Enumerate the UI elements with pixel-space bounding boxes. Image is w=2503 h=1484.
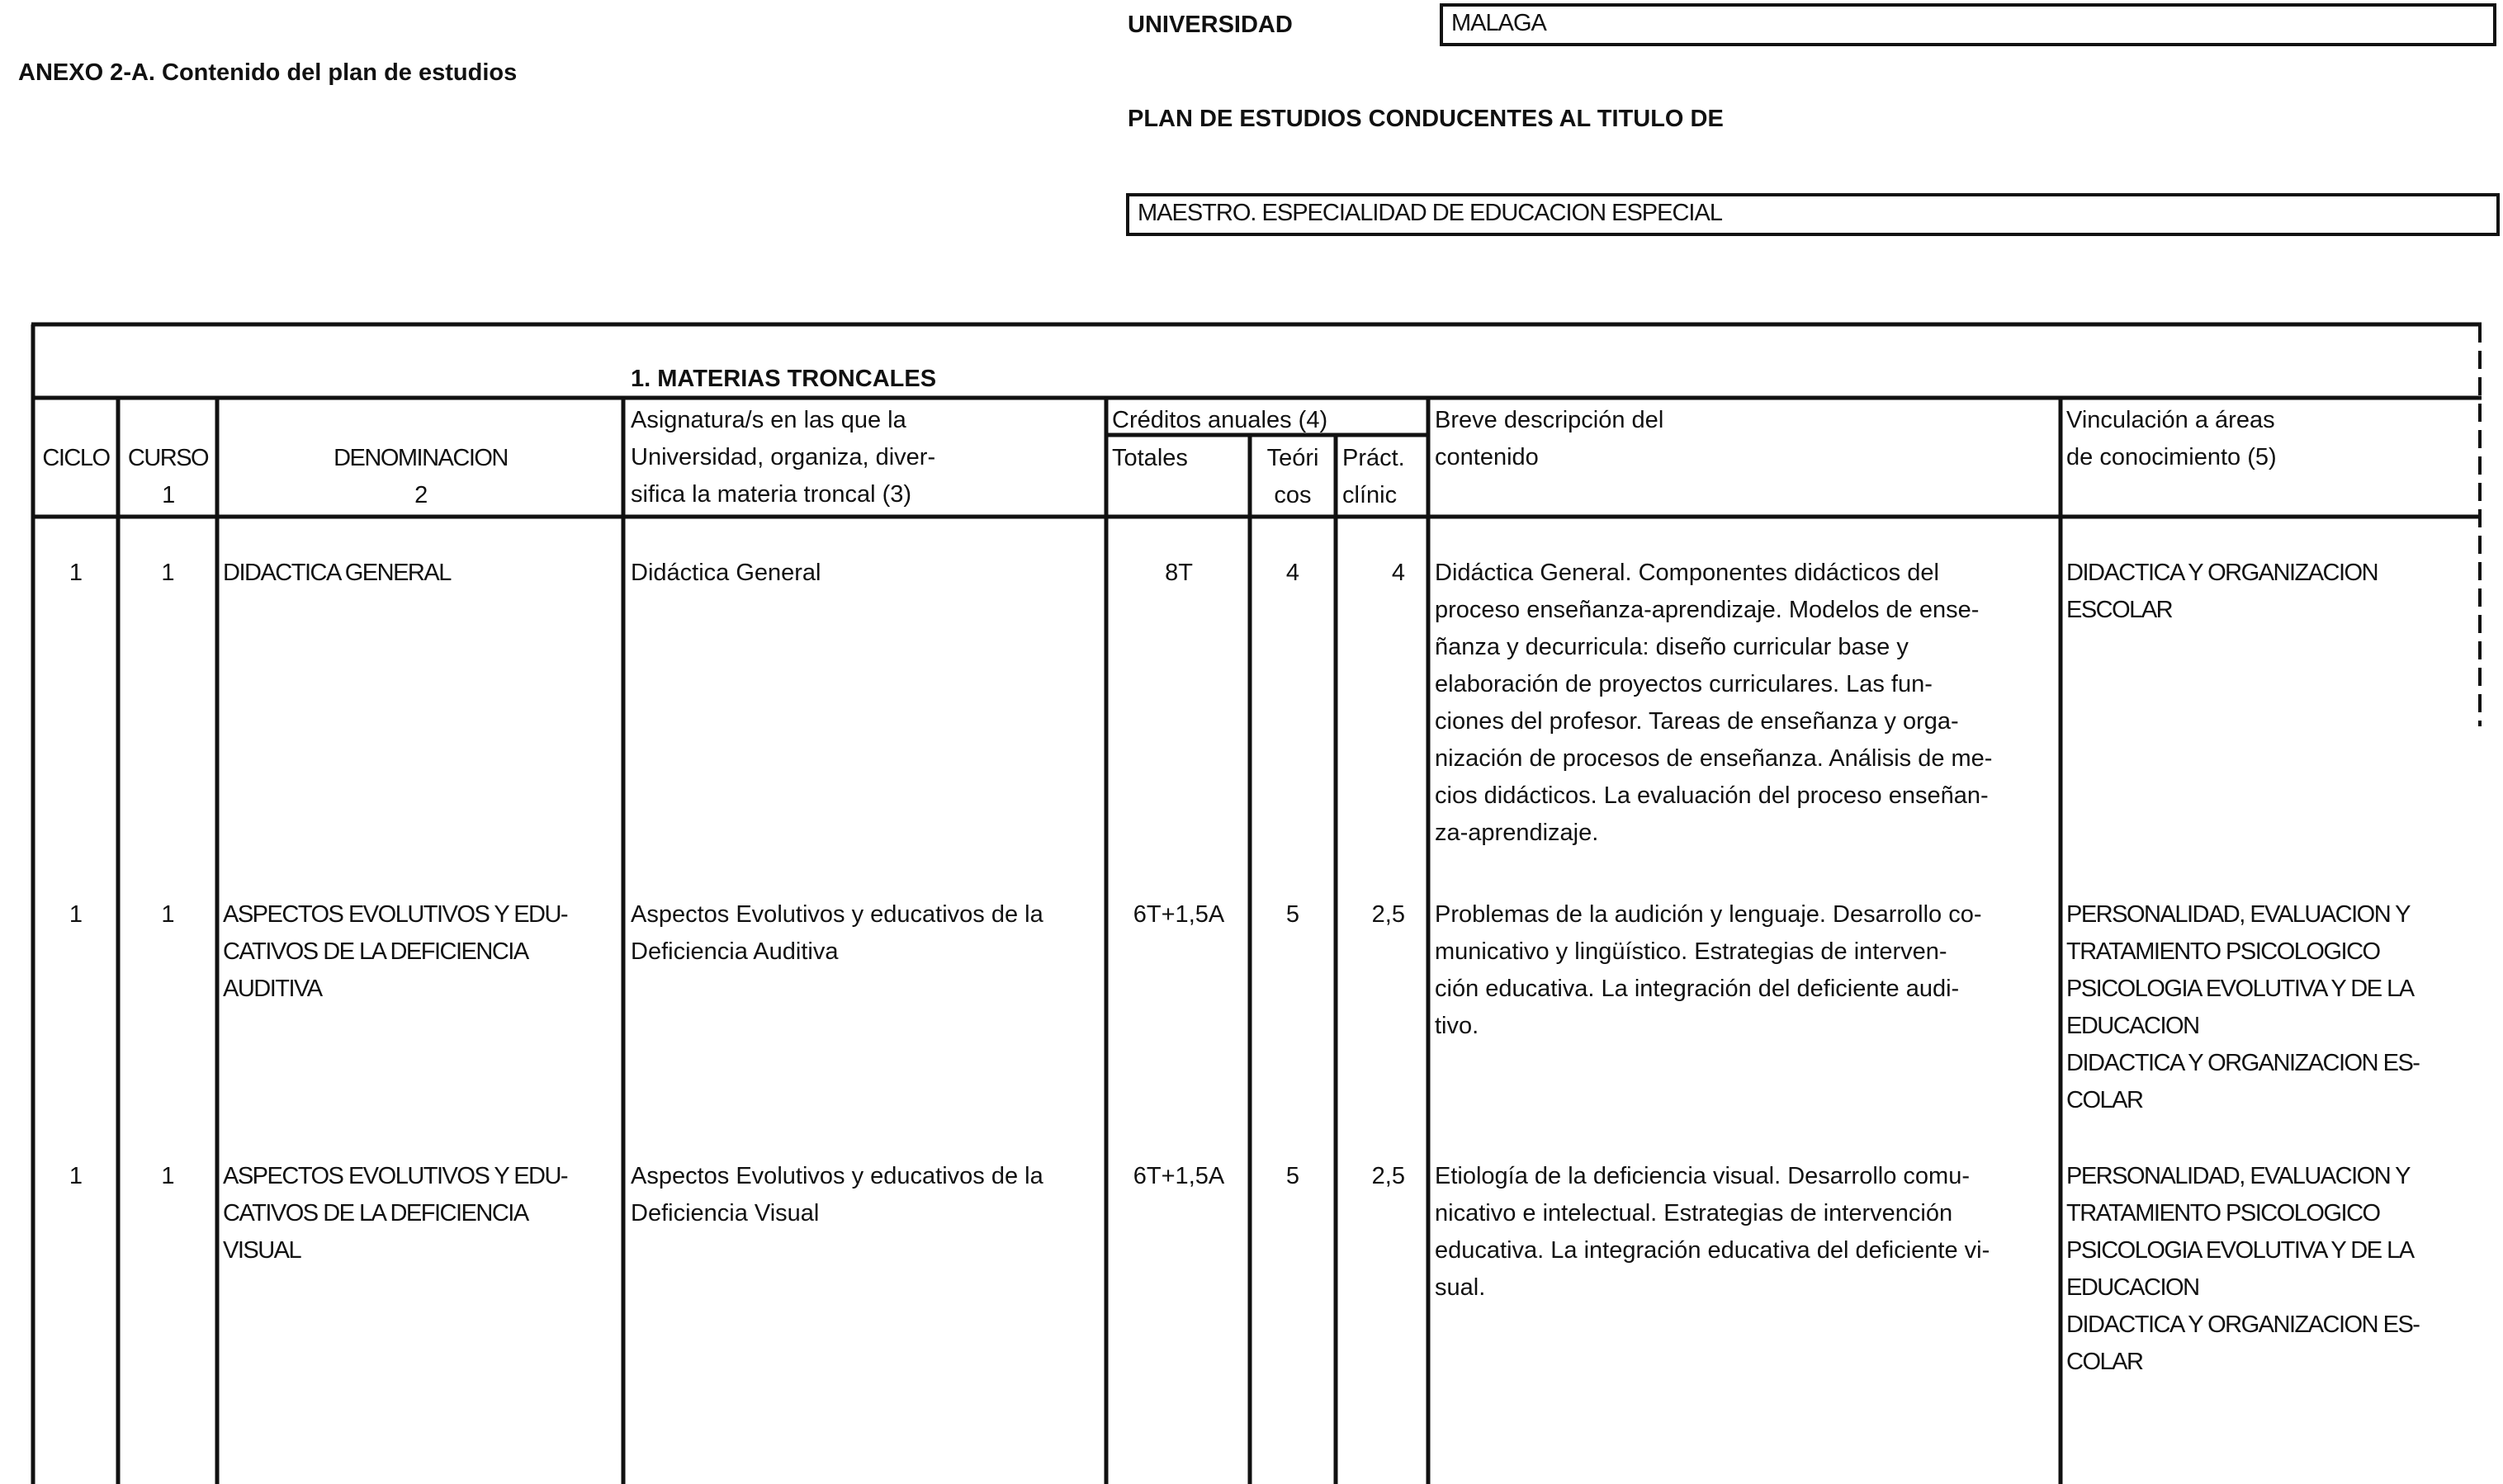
cell-ciclo: 1 bbox=[69, 1163, 83, 1189]
cell-asignatura: Aspectos Evolutivos y educativos de la Deficiencia Visual bbox=[631, 1163, 1043, 1226]
col-header-asignatura: Asignatura/s en las que la Universidad, organiza, diver- sifica la materia troncal (3) bbox=[631, 407, 936, 508]
cell-denominacion: ASPECTOS EVOLUTIVOS Y EDU- CATIVOS DE LA DEFICIENCIA AUDITIVA bbox=[223, 901, 568, 1002]
cell-practicos: 2,5 bbox=[1371, 901, 1405, 928]
cell-ciclo: 1 bbox=[69, 901, 83, 928]
cell-descripcion: Etiología de la deficiencia visual. Desarrollo comu- nicativo e intelectual. Estrategias de intervención educativa. La integración educativa del deficiente vi- sual. bbox=[1435, 1163, 1990, 1301]
cell-practicos: 2,5 bbox=[1371, 1163, 1405, 1189]
cell-practicos: 4 bbox=[1391, 560, 1405, 586]
cell-denominacion: DIDACTICA GENERAL bbox=[223, 560, 451, 586]
col-header-creditos: Créditos anuales (4) bbox=[1112, 407, 1328, 433]
cell-totales: 6T+1,5A bbox=[1133, 901, 1225, 928]
cell-curso: 1 bbox=[161, 901, 175, 928]
cell-totales: 8T bbox=[1165, 560, 1193, 586]
cell-descripcion: Problemas de la audición y lenguaje. Desarrollo co- municativo y lingüístico. Estrategias de interven- ción educativa. La integración del deficiente audi- tivo. bbox=[1435, 901, 1982, 1039]
annex-title: ANEXO 2-A. Contenido del plan de estudios bbox=[18, 59, 518, 86]
cell-teoricos: 5 bbox=[1285, 1163, 1300, 1189]
col-header-curso: CURSO 1 bbox=[127, 445, 209, 508]
col-header-teoricos: Teóri cos bbox=[1266, 445, 1319, 508]
cell-curso: 1 bbox=[161, 560, 175, 586]
cell-teoricos: 5 bbox=[1285, 901, 1300, 928]
degree-value: MAESTRO. ESPECIALIDAD DE EDUCACION ESPECIAL bbox=[1138, 200, 1722, 226]
cell-curso: 1 bbox=[161, 1163, 175, 1189]
col-header-denominacion: DENOMINACION 2 bbox=[334, 445, 508, 508]
col-header-descripcion: Breve descripción del contenido bbox=[1435, 407, 1664, 470]
cell-totales: 6T+1,5A bbox=[1133, 1163, 1225, 1189]
cell-asignatura: Aspectos Evolutivos y educativos de la Deficiencia Auditiva bbox=[631, 901, 1043, 965]
col-header-vinculacion: Vinculación a áreas de conocimiento (5) bbox=[2066, 407, 2277, 470]
col-header-totales: Totales bbox=[1112, 445, 1188, 471]
cell-vinculacion: PERSONALIDAD, EVALUACION Y TRATAMIENTO PSICOLOGICO PSICOLOGIA EVOLUTIVA Y DE LA EDUCACION DIDACTICA Y ORGANIZACION ES- COLAR bbox=[2066, 901, 2420, 1113]
cell-vinculacion: DIDACTICA Y ORGANIZACION ESCOLAR bbox=[2066, 560, 2378, 623]
university-label: UNIVERSIDAD bbox=[1128, 12, 1293, 38]
section-title: 1. MATERIAS TRONCALES bbox=[631, 366, 937, 392]
plan-label: PLAN DE ESTUDIOS CONDUCENTES AL TITULO DE bbox=[1128, 106, 1724, 132]
cell-teoricos: 4 bbox=[1285, 560, 1300, 586]
cell-vinculacion: PERSONALIDAD, EVALUACION Y TRATAMIENTO PSICOLOGICO PSICOLOGIA EVOLUTIVA Y DE LA EDUCACION DIDACTICA Y ORGANIZACION ES- COLAR bbox=[2066, 1163, 2420, 1375]
cell-ciclo: 1 bbox=[69, 560, 83, 586]
cell-descripcion: Didáctica General. Componentes didácticos del proceso enseñanza-aprendizaje. Modelos de ense- ñanza y decurricula: diseño curricular base y elaboración de proyectos curriculares. Las fun- ciones del profesor. Tareas de enseñanza y orga- nización de procesos de enseñanza. Análisis de me- cios didácticos. La evaluación del proceso enseñan- za-aprendizaje. bbox=[1435, 560, 1993, 846]
cell-asignatura: Didáctica General bbox=[631, 560, 821, 586]
cell-denominacion: ASPECTOS EVOLUTIVOS Y EDU- CATIVOS DE LA DEFICIENCIA VISUAL bbox=[223, 1163, 568, 1264]
col-header-ciclo: CICLO bbox=[42, 445, 110, 471]
university-value: MALAGA bbox=[1451, 10, 1546, 36]
col-header-practicos: Práct. clínic bbox=[1342, 445, 1405, 508]
